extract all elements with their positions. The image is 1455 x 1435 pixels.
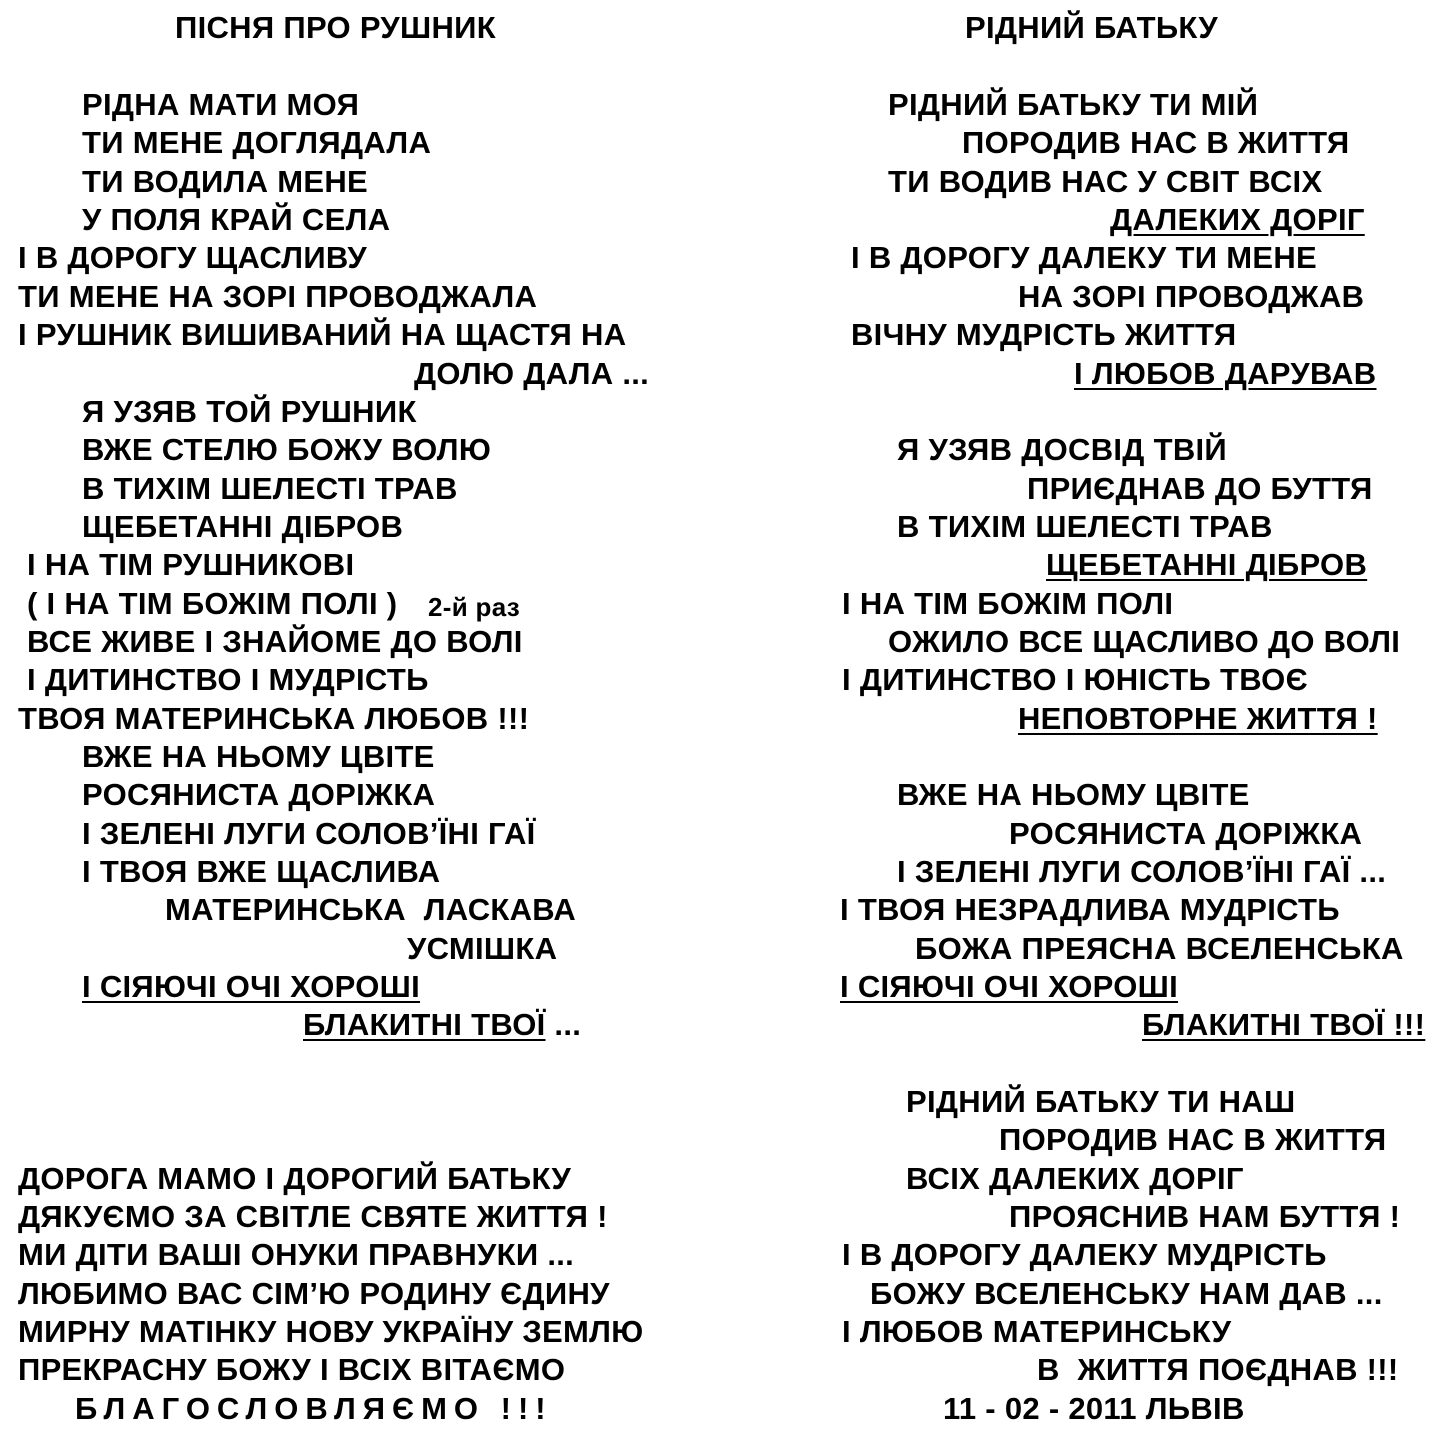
right-poem-title: РІДНИЙ БАТЬКУ [965, 10, 1218, 45]
left-poem-last-line [303, 1006, 581, 1044]
left-poem-line: РІДНА МАТИ МОЯ [82, 87, 360, 122]
dedication-line: ПРЕКРАСНУ БОЖУ І ВСІХ ВІТАЄМО [18, 1352, 566, 1387]
right-poem-line: ПОРОДИВ НАС В ЖИТТЯ [999, 1122, 1387, 1157]
right-poem-line: ПОРОДИВ НАС В ЖИТТЯ [962, 125, 1350, 160]
right-poem-line-underlined: І ЛЮБОВ ДАРУВАВ [1074, 356, 1377, 391]
left-poem-line: І РУШНИК ВИШИВАНИЙ НА ЩАСТЯ НА [18, 317, 627, 352]
right-poem-line-underlined: ЩЕБЕТАННІ ДІБРОВ [1046, 547, 1368, 582]
right-poem-line: ВЖЕ НА НЬОМУ ЦВІТЕ [897, 777, 1250, 812]
left-poem-line: ВЖЕ СТЕЛЮ БОЖУ ВОЛЮ [82, 432, 492, 467]
right-poem-line-underlined: БЛАКИТНІ ТВОЇ !!! [1142, 1007, 1426, 1042]
right-poem-line: ПРИЄДНАВ ДО БУТТЯ [1027, 471, 1373, 506]
left-poem-line: І ТВОЯ ВЖЕ ЩАСЛИВА [82, 854, 441, 889]
left-poem-line: І НА ТІМ РУШНИКОВІ [27, 547, 355, 582]
dedication-line: МИ ДІТИ ВАШІ ОНУКИ ПРАВНУКИ ... [18, 1237, 575, 1272]
right-poem-line: РІДНИЙ БАТЬКУ ТИ МІЙ [888, 87, 1259, 122]
right-poem-line: І ТВОЯ НЕЗРАДЛИВА МУДРІСТЬ [840, 892, 1340, 927]
left-poem-line-underlined: І СІЯЮЧІ ОЧІ ХОРОШІ [82, 969, 421, 1004]
right-poem-line: І В ДОРОГУ ДАЛЕКУ ТИ МЕНЕ [851, 240, 1318, 275]
dedication-blessing: БЛАГОСЛОВЛЯЄМО !!! [75, 1391, 553, 1426]
right-poem-line: РОСЯНИСТА ДОРІЖКА [1009, 816, 1363, 851]
left-poem-line: В ТИХІМ ШЕЛЕСТІ ТРАВ [82, 471, 458, 506]
left-poem-line: ТВОЯ МАТЕРИНСЬКА ЛЮБОВ !!! [18, 701, 530, 736]
left-poem-line: І ДИТИНСТВО І МУДРІСТЬ [27, 662, 429, 697]
right-poem-line: НА ЗОРІ ПРОВОДЖАВ [1018, 279, 1365, 314]
left-poem-line: ТИ МЕНЕ НА ЗОРІ ПРОВОДЖАЛА [18, 279, 538, 314]
left-poem-line: ВСЕ ЖИВЕ І ЗНАЙОМЕ ДО ВОЛІ [27, 624, 523, 659]
left-poem-line: УСМІШКА [407, 931, 558, 966]
right-poem-line: РІДНИЙ БАТЬКУ ТИ НАШ [906, 1084, 1296, 1119]
right-poem-line: І ДИТИНСТВО І ЮНІСТЬ ТВОЄ [842, 662, 1308, 697]
left-poem-line: У ПОЛЯ КРАЙ СЕЛА [82, 202, 391, 237]
right-poem-line: Я УЗЯВ ДОСВІД ТВІЙ [897, 432, 1228, 467]
right-poem-line: ВСІХ ДАЛЕКИХ ДОРІГ [906, 1161, 1244, 1196]
right-poem-line: В ТИХІМ ШЕЛЕСТІ ТРАВ [897, 509, 1273, 544]
right-poem-line: ОЖИЛО ВСЕ ЩАСЛИВО ДО ВОЛІ [888, 624, 1401, 659]
right-poem-line: ПРОЯСНИВ НАМ БУТТЯ ! [1009, 1199, 1401, 1234]
right-poem-line: І ЗЕЛЕНІ ЛУГИ СОЛОВ’ЇНІ ГАЇ ... [897, 854, 1387, 889]
left-poem-line: І В ДОРОГУ ЩАСЛИВУ [18, 240, 368, 275]
left-poem-ellipsis: ... [545, 1007, 582, 1042]
left-poem-line: ДОЛЮ ДАЛА ... [414, 356, 650, 391]
dedication-line: ЛЮБИМО ВАС СІМ’Ю РОДИНУ ЄДИНУ [18, 1276, 610, 1311]
right-poem-line-underlined: ДАЛЕКИХ ДОРІГ [1110, 202, 1365, 237]
right-poem-line: І ЛЮБОВ МАТЕРИНСЬКУ [842, 1314, 1232, 1349]
right-poem-line: БОЖА ПРЕЯСНА ВСЕЛЕНСЬКА [915, 931, 1404, 966]
left-poem-line: ВЖЕ НА НЬОМУ ЦВІТЕ [82, 739, 435, 774]
dedication-line: ДОРОГА МАМО І ДОРОГИЙ БАТЬКУ [18, 1161, 572, 1196]
left-poem-line: РОСЯНИСТА ДОРІЖКА [82, 777, 436, 812]
date-location: 11 - 02 - 2011 ЛЬВІВ [943, 1391, 1245, 1426]
right-poem-line: БОЖУ ВСЕЛЕНСЬКУ НАМ ДАВ ... [870, 1276, 1383, 1311]
right-poem-line: В ЖИТТЯ ПОЄДНАВ !!! [1037, 1352, 1399, 1387]
right-poem-line-underlined: І СІЯЮЧІ ОЧІ ХОРОШІ [840, 969, 1179, 1004]
left-poem-line: ТИ МЕНЕ ДОГЛЯДАЛА [82, 125, 432, 160]
right-poem-line: І НА ТІМ БОЖІМ ПОЛІ [842, 586, 1174, 621]
right-poem-line: І В ДОРОГУ ДАЛЕКУ МУДРІСТЬ [842, 1237, 1327, 1272]
right-poem-line-underlined: НЕПОВТОРНЕ ЖИТТЯ ! [1018, 701, 1378, 736]
left-poem-line: ЩЕБЕТАННІ ДІБРОВ [82, 509, 404, 544]
repeat-note: 2-й раз [428, 592, 521, 622]
left-poem-line: МАТЕРИНСЬКА ЛАСКАВА [165, 892, 577, 927]
left-poem-line: ( І НА ТІМ БОЖІМ ПОЛІ ) [27, 586, 398, 621]
right-poem-line: ВІЧНУ МУДРІСТЬ ЖИТТЯ [851, 317, 1237, 352]
left-poem-underlined-part: БЛАКИТНІ ТВОЇ [303, 1007, 546, 1042]
left-poem-line: Я УЗЯВ ТОЙ РУШНИК [82, 394, 417, 429]
left-poem-title: ПІСНЯ ПРО РУШНИК [175, 10, 496, 45]
left-poem-line: ТИ ВОДИЛА МЕНЕ [82, 164, 369, 199]
right-poem-line: ТИ ВОДИВ НАС У СВІТ ВСІХ [888, 164, 1323, 199]
dedication-line: МИРНУ МАТІНКУ НОВУ УКРАЇНУ ЗЕМЛЮ [18, 1314, 644, 1349]
left-poem-line: І ЗЕЛЕНІ ЛУГИ СОЛОВ’ЇНІ ГАЇ [82, 816, 536, 851]
dedication-line: ДЯКУЄМО ЗА СВІТЛЕ СВЯТЕ ЖИТТЯ ! [18, 1199, 608, 1234]
